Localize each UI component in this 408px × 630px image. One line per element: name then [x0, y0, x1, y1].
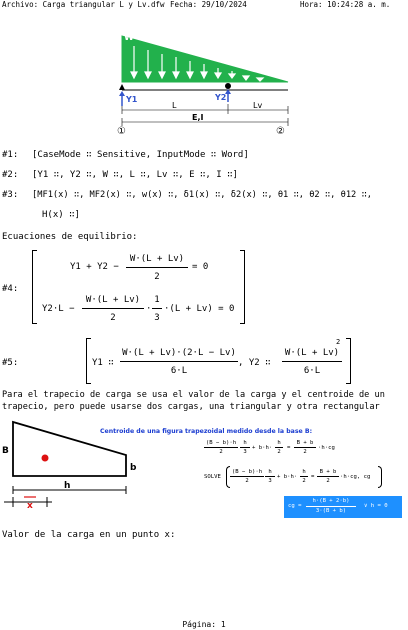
- roller-support: [225, 83, 231, 89]
- solve-label: SOLVE: [204, 474, 221, 480]
- eq4-row2-left: Y2·L −: [42, 304, 75, 314]
- line-2-expression: [Y1 ∷, Y2 ∷, W ∷, L ∷, Lv ∷, E ∷, I ∷]: [32, 170, 238, 180]
- result-denominator: 3·(B + b): [315, 508, 347, 514]
- small-base-label: b: [130, 463, 137, 473]
- eq5-y2-numerator: W·(L + Lv): [284, 348, 340, 358]
- line-2-number: #2:: [2, 170, 19, 180]
- f1-e-denominator: 2: [303, 449, 307, 455]
- equation-5-right-bracket: [346, 338, 351, 384]
- paragraph-line-2: trapecio, pero puede usarse dos cargas, una triangular y otra rectangular: [2, 402, 380, 412]
- equation-4-number: #4:: [2, 284, 19, 294]
- eq5-y1-left: Y1 ∷: [92, 358, 114, 368]
- f2-d-bar: [300, 476, 308, 477]
- result-left: cg =: [288, 503, 302, 509]
- beam-load-diagram: [110, 28, 300, 140]
- centroid-title: Centroide de una figura trapezoidal medido desde la base B:: [100, 428, 313, 435]
- f1-f: ·h·cg: [318, 445, 335, 451]
- solve-left-paren: [226, 466, 230, 488]
- f1-e-numerator: B + b: [296, 440, 314, 446]
- result-right: ∨ h = 0: [364, 503, 388, 509]
- eq4-row2-right: ·(L + Lv) = 0: [164, 304, 235, 314]
- eq4-row1-fraction-bar: [126, 267, 188, 268]
- f2-f: ·h·cg, cg: [340, 474, 371, 480]
- eq4-row2-dot: ·: [146, 304, 152, 314]
- eq4-row1-denominator: 2: [154, 272, 160, 282]
- equation-5-number: #5:: [2, 358, 19, 368]
- f1-b-bar: [240, 447, 250, 448]
- f2-a-numerator: (B − b)·h: [231, 469, 263, 475]
- result-numerator: h·(B + 2·b): [312, 498, 350, 504]
- f1-e-bar: [294, 447, 316, 448]
- equation-4-right-bracket: [240, 250, 245, 324]
- line-1-expression: [CaseMode ∷ Sensitive, InputMode ∷ Word]: [32, 150, 249, 160]
- node-1: ①: [117, 126, 126, 137]
- f1-c: + b·h·: [252, 445, 273, 451]
- line-3-continuation: H(x) ∷]: [42, 210, 80, 220]
- f1-b-numerator: h: [243, 440, 247, 446]
- equation-4-left-bracket: [32, 250, 37, 324]
- f1-equals: =: [287, 445, 291, 451]
- equation-5-left-bracket: [86, 338, 91, 384]
- time: Hora: 10:24:28 a. m.: [300, 0, 391, 9]
- valor-carga-text: Valor de la carga en un punto x:: [2, 530, 176, 540]
- f2-a-denominator: 2: [245, 478, 249, 484]
- result-bar: [306, 506, 356, 507]
- f2-b-numerator: h: [268, 469, 272, 475]
- file-name: Archivo: Carga triangular L y Lv.dfw: [2, 0, 165, 9]
- date: Fecha: 29/10/2024: [170, 0, 247, 9]
- y1-label: Y1: [126, 95, 138, 104]
- eq4-row2-fraction-bar-2: [152, 308, 162, 309]
- f2-e-numerator: B + b: [319, 469, 337, 475]
- f2-equals: =: [311, 474, 315, 480]
- eq5-y1-fraction-bar: [120, 361, 238, 362]
- f1-a-bar: [204, 447, 238, 448]
- pin-support: [119, 84, 125, 90]
- eq5-y2-fraction-bar: [282, 361, 342, 362]
- line-3-number: #3:: [2, 190, 19, 200]
- f2-e-bar: [317, 476, 339, 477]
- eq4-row2-denominator: 2: [110, 313, 116, 323]
- centroid-result-box: [284, 496, 402, 518]
- eq4-row1-numerator: W·(L + Lv): [129, 254, 185, 264]
- paragraph-line-1: Para el trapecio de carga se usa el valor de la carga y el centroide de un: [2, 390, 385, 400]
- eq5-y2-exponent: 2: [336, 338, 341, 346]
- eq4-row2-numerator-2: 1: [154, 295, 160, 305]
- eq4-row1-right: = 0: [192, 262, 209, 272]
- y2-label: Y2: [215, 93, 227, 102]
- page-footer: Página: 1: [182, 620, 226, 629]
- f2-b-denominator: 3: [268, 478, 272, 484]
- line-1-number: #1:: [2, 150, 19, 160]
- l-dimension: L: [172, 101, 177, 110]
- solve-right-paren: [378, 466, 382, 488]
- f2-b-bar: [265, 476, 275, 477]
- eq4-row2-denominator-2: 3: [154, 313, 160, 323]
- f1-d-numerator: h: [277, 440, 281, 446]
- x-label: x: [27, 501, 33, 511]
- ei-label: E,I: [192, 113, 204, 122]
- eq4-row2-numerator: W·(L + Lv): [85, 295, 141, 305]
- eq4-row1-left: Y1 + Y2 −: [70, 262, 119, 272]
- height-label: h: [64, 481, 71, 491]
- big-base-label: B: [2, 446, 9, 456]
- lv-dimension: Lv: [253, 101, 263, 110]
- load-label: W: [124, 33, 134, 43]
- f2-d-numerator: h: [302, 469, 306, 475]
- equilibrium-title: Ecuaciones de equilibrio:: [2, 232, 138, 242]
- f2-e-denominator: 2: [326, 478, 330, 484]
- f1-d-denominator: 2: [277, 449, 281, 455]
- f2-c: + b·h·: [277, 474, 298, 480]
- centroid-dot: [42, 455, 49, 462]
- eq5-y1-denominator: 6·L: [170, 366, 188, 376]
- node-2: ②: [276, 126, 285, 137]
- line-3-expression: [MF1(x) ∷, MF2(x) ∷, w(x) ∷, δ1(x) ∷, δ2(x) ∷, θ1 ∷, θ2 ∷, θ12 ∷,: [32, 190, 372, 200]
- f1-a-denominator: 2: [219, 449, 223, 455]
- f2-d-denominator: 2: [302, 478, 306, 484]
- f1-a-numerator: (B − b)·h: [205, 440, 237, 446]
- eq4-row2-fraction-bar: [82, 308, 144, 309]
- f1-d-bar: [275, 447, 283, 448]
- f2-a-bar: [230, 476, 264, 477]
- eq5-y2-denominator: 6·L: [303, 366, 321, 376]
- eq5-y1-numerator: W·(L + Lv)·(2·L − Lv): [122, 348, 236, 358]
- f1-b-denominator: 3: [243, 449, 247, 455]
- eq5-y2-left: , Y2 ∷: [238, 358, 271, 368]
